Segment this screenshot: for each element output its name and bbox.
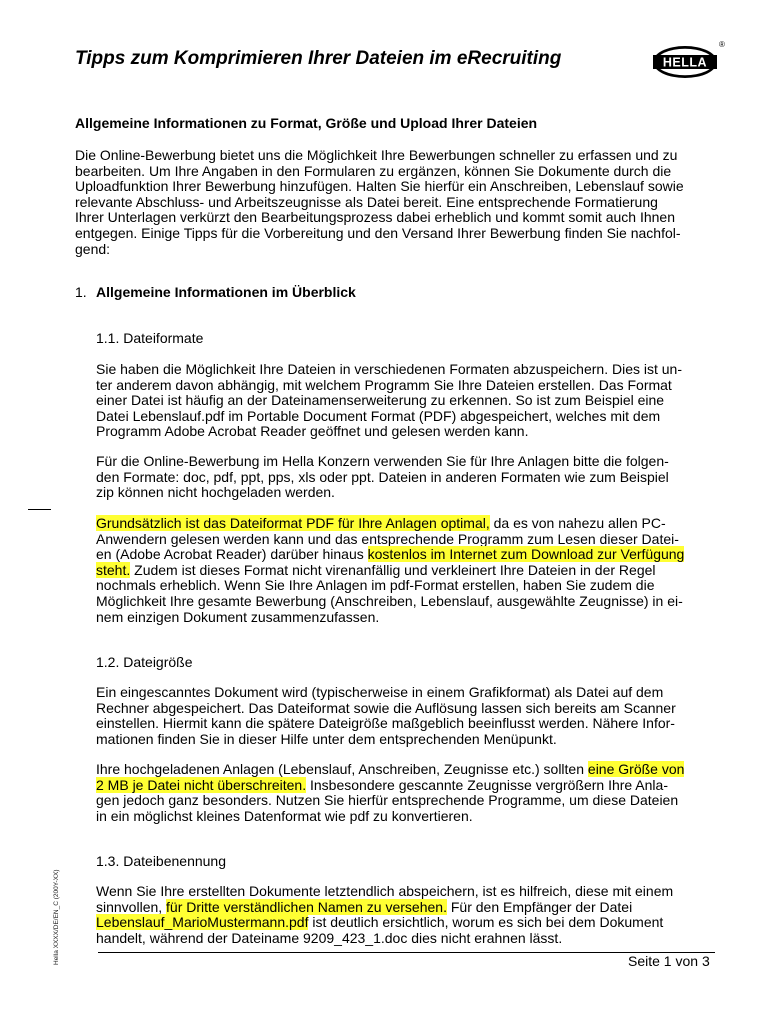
text-run: da es von nahezu allen PC- [489,515,666,531]
section-number: 1. [75,284,87,300]
highlighted-text: Lebenslauf_MarioMustermann.pdf [96,914,309,931]
paragraph-dateiformate-3 [96,516,684,625]
intro-paragraph [75,148,684,257]
text-line: einstellen. Hiermit kann die spätere Dateigröße maßgeblich beeinflusst werden. Nähere Infor- [96,715,675,732]
highlighted-text: für Dritte verständlichen Namen zu versehen. [166,898,447,915]
text-line: mationen finden Sie in dieser Hilfe unter dem entsprechenden Menüpunkt. [96,730,557,747]
text-line: Ihrer Unterlagen verkürzt den Bearbeitungsprozess dabei erheblich und kommt somit auch Ihnen [75,209,675,226]
footer-rule [98,952,715,953]
text-line: Uploadfunktion Ihrer Bewerbung hinzufügen. Halten Sie hierfür ein Anschreiben, Lebenslauf sowie [75,178,684,195]
text-line [96,547,684,563]
hella-logo [651,38,727,82]
text-line: entgegen. Einige Tipps für die Vorbereitung und den Versand Ihrer Bewerbung finden Sie nachfol- [75,224,681,241]
document-title: Tipps zum Komprimieren Ihrer Dateien im eRecruiting [75,48,562,69]
subsection-title-dateiformate: 1.1. Dateiformate [96,330,204,346]
paragraph-dateiformate-2 [96,454,669,501]
text-line: nochmals erheblich. Wenn Sie Ihre Anlagen im pdf-Format erstellen, haben Sie zudem die [96,577,655,594]
text-line: gen jedoch ganz besonders. Nutzen Sie hierfür entsprechende Programme, um diese Dateien [96,792,679,809]
text-run: Für den Empfänger der Datei [446,898,633,915]
text-line: zip können nicht hochgeladen werden. [96,484,335,501]
text-line: Für die Online-Bewerbung im Hella Konzern verwenden Sie für Ihre Anlagen bitte die folgen- [96,453,669,469]
side-document-code: Hella XXXX/DE/EN_C (200Y-XX) [53,869,60,965]
highlighted-text: steht. [96,561,131,578]
subsection-title-dateibenennung: 1.3. Dateibenennung [96,853,226,869]
text-line: in ein möglichst kleines Datenformat wie pdf zu konvertieren. [96,807,473,824]
text-line: einer Datei ist häufig an der Dateinamenserweiterung zu erkennen. So ist zum Beispiel eine [96,392,665,409]
intro-heading: Allgemeine Informationen zu Format, Größe und Upload Ihrer Dateien [75,115,538,131]
text-line: den Formate: doc, pdf, ppt, pps, xls oder ppt. Dateien in anderen Formaten wie zum Beispiel [96,468,669,485]
text-line: Programm Adobe Acrobat Reader geöffnet und gelesen werden kann. [96,423,529,440]
page-number: Seite 1 von 3 [628,953,710,969]
paragraph-dateigroesse-2 [96,762,684,824]
text-run: Zudem ist dieses Format nicht virenanfällig und verkleinert Ihre Dateien in der Regel [130,561,656,578]
text-line: Anwendern gelesen werden kann und das entsprechende Programm zum Lesen dieser Datei- [96,530,679,547]
registered-mark: ® [719,40,725,49]
highlighted-text: 2 MB je Datei nicht überschreiten. [96,776,307,793]
text-line: handelt, während der Dateiname 9209_423_1.doc dies nicht erahnen lässt. [96,929,563,946]
text-line [96,915,673,931]
highlighted-text: kostenlos im Internet zum Download zur Verfügung [367,546,685,563]
text-line: gend: [75,240,111,257]
text-run: Ihre hochgeladenen Anlagen (Lebenslauf, Anschreiben, Zeugnisse etc.) sollten [96,761,588,777]
text-line: Wenn Sie Ihre erstellten Dokumente letztendlich abspeichern, ist es hilfreich, diese mit einem [96,883,674,899]
text-line: Datei Lebenslauf.pdf im Portable Document Format (PDF) abgespeichert, welches mit dem [96,407,661,424]
text-line: ter anderem davon abhängig, mit welchem Programm Sie Ihre Dateien erstellen. Das Format [96,376,672,393]
text-line: Die Online-Bewerbung bietet uns die Möglichkeit Ihre Bewerbungen schneller zu erfassen und zu [75,147,678,163]
text-line: bearbeiten. Um Ihre Angaben in den Formularen zu ergänzen, können Sie Dokumente durch die [75,162,672,179]
text-line: Möglichkeit Ihre gesamte Bewerbung (Anschreiben, Lebenslauf, ausgewählte Zeugnisse) in ei- [96,592,683,609]
paragraph-dateibenennung-1 [96,884,673,946]
text-line: Ein eingescanntes Dokument wird (typischerweise in einem Grafikformat) als Datei auf dem [96,684,664,700]
highlighted-text: eine Größe von [587,761,685,777]
text-line: Sie haben die Möglichkeit Ihre Dateien in verschiedenen Formaten abzuspeichern. Dies ist un- [96,361,682,377]
text-run: sinnvollen, [96,898,167,915]
text-run: Insbesondere gescannte Zeugnisse vergrößern Ihre Anla- [306,776,668,793]
text-line: relevante Abschluss- und Arbeitszeugnisse als Datei bereit. Eine entsprechende Formatierung [75,193,658,210]
text-line: Rechner abgespeichert. Das Dateiformat sowie die Auflösung lassen sich bereits am Scanner [96,699,676,716]
text-run: ist deutlich ersichtlich, worum es sich bei dem Dokument [308,914,664,931]
margin-mark [28,509,51,510]
highlighted-text: Grundsätzlich ist das Dateiformat PDF für Ihre Anlagen optimal, [96,515,490,531]
text-line [96,900,673,916]
text-line [96,563,684,579]
section-title: Allgemeine Informationen im Überblick [96,284,356,300]
subsection-title-dateigroesse: 1.2. Dateigröße [96,654,193,670]
logo-text: HELLA [662,55,708,70]
text-line [96,778,684,794]
text-line [96,516,684,532]
text-line: nem einzigen Dokument zusammenzufassen. [96,608,380,625]
paragraph-dateigroesse-1 [96,685,676,747]
paragraph-dateiformate-1 [96,362,682,440]
text-line [96,762,684,778]
text-run: en (Adobe Acrobat Reader) darüber hinaus [96,546,368,563]
